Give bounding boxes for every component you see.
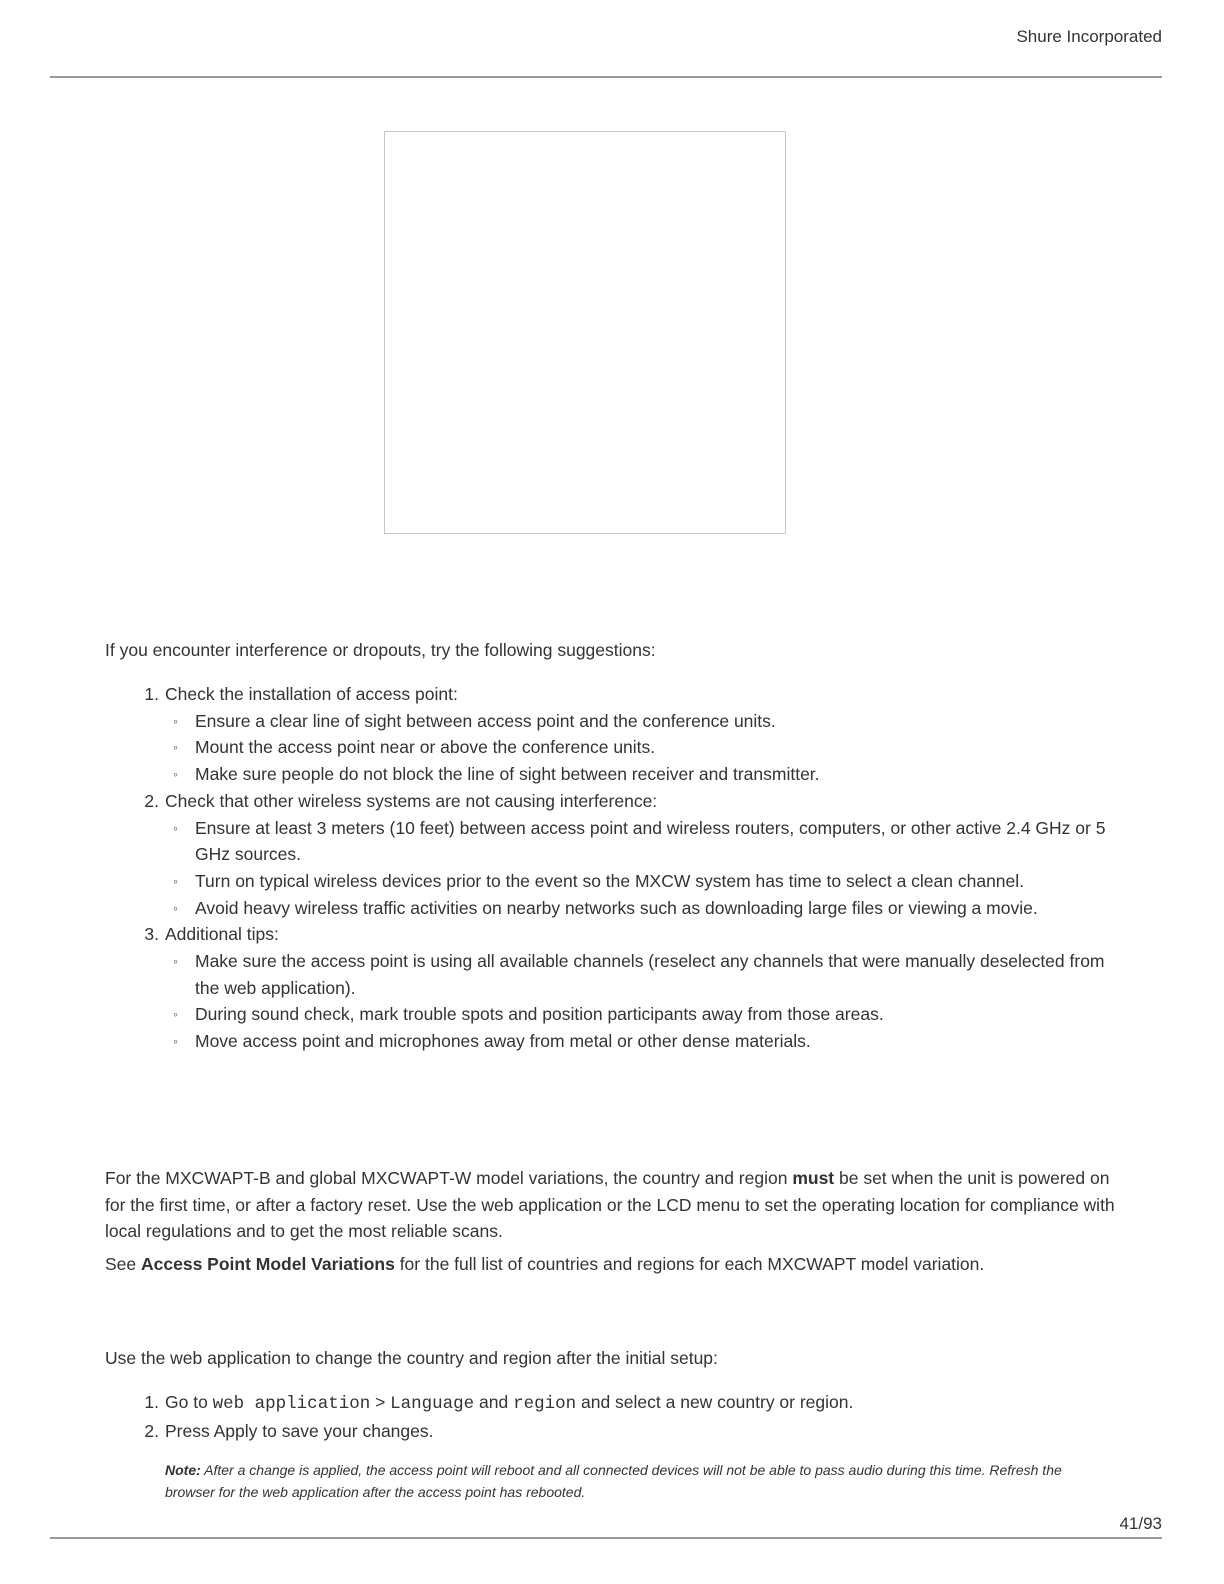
interference-intro: If you encounter interference or dropouts, try the following suggestions: [105,640,656,660]
interference-steps [105,681,1115,1055]
list-item: ◦ During sound check, mark trouble spots and position participants away from those areas. [165,1001,1115,1028]
footer-divider [50,1537,1162,1539]
step-number: 2. [144,1420,159,1441]
bullet-icon: ◦ [173,872,178,889]
list-item: 1. Go to web application > Language and region and select a new country or region. [105,1389,1115,1418]
code-region: region [513,1394,577,1414]
list-item: ◦ Make sure the access point is using all available channels (reselect any channels that were manually deselected from the web application). [165,948,1115,1001]
step-label: Additional tips: [165,924,279,945]
list-item [105,681,1115,788]
bullet-icon: ◦ [173,1033,178,1050]
step-number: 3. [144,924,159,945]
list-item [105,921,1115,1055]
list-item: ◦ Ensure at least 3 meters (10 feet) between access point and wireless routers, computers, or other active 2.4 GHz or 5 GHz sources. [165,815,1115,868]
note-label: Note: [165,1462,201,1478]
page-number: 41/93 [1119,1514,1162,1533]
emphasis-must: must [792,1168,835,1188]
header-divider [50,76,1162,78]
code-language: Language [390,1394,475,1414]
list-item: ◦ Avoid heavy wireless traffic activities on nearby networks such as downloading large files or viewing a movie. [165,895,1115,922]
list-item: ◦ Ensure a clear line of sight between access point and the conference units. [165,708,1115,735]
list-item [105,788,1115,922]
region-paragraph: For the MXCWAPT-B and global MXCWAPT-W model variations, the country and region must be set when the unit is powered on for the first time, or after a factory reset. Use the web application or the LCD menu to set the operating location for compliance with local regulations and to get the most reliable scans. [105,1168,1115,1242]
region-steps [105,1389,1115,1444]
bullet-icon: ◦ [173,739,178,756]
bullet-icon: ◦ [173,819,178,836]
company-name: Shure Incorporated [1016,27,1162,46]
model-variations-link[interactable]: Access Point Model Variations [141,1254,395,1274]
list-item: ◦ Turn on typical wireless devices prior to the event so the MXCW system has time to select a clean channel. [165,868,1115,895]
bullet-icon: ◦ [173,766,178,783]
step-number: 1. [144,684,159,704]
note-text: After a change is applied, the access point will reboot and all connected devices will not be able to pass audio during this time. Refresh the browser for the web application after the access point has rebooted. [165,1462,1062,1500]
step-number: 2. [144,790,159,811]
step-label: Check the installation of access point: [165,684,458,704]
code-web-application: web application [212,1394,371,1414]
step-number: 1. [144,1392,159,1412]
bullet-icon: ◦ [173,712,178,729]
step-label: Check that other wireless systems are not causing interference: [165,790,658,811]
list-item: ◦ Make sure people do not block the line of sight between receiver and transmitter. [165,761,1115,788]
list-item: ◦ Move access point and microphones away from metal or other dense materials. [165,1028,1115,1055]
bullet-icon: ◦ [173,1006,178,1023]
list-item: ◦ Mount the access point near or above the conference units. [165,734,1115,761]
list-item: 2. Press Apply to save your changes. [105,1418,1115,1445]
see-paragraph: See Access Point Model Variations for the full list of countries and regions for each MXCWAPT model variation. [105,1254,985,1274]
bullet-icon: ◦ [173,899,178,916]
web-app-intro: Use the web application to change the country and region after the initial setup: [105,1348,718,1368]
note [165,1459,1105,1503]
bullet-icon: ◦ [173,953,178,970]
image-placeholder [384,131,786,534]
